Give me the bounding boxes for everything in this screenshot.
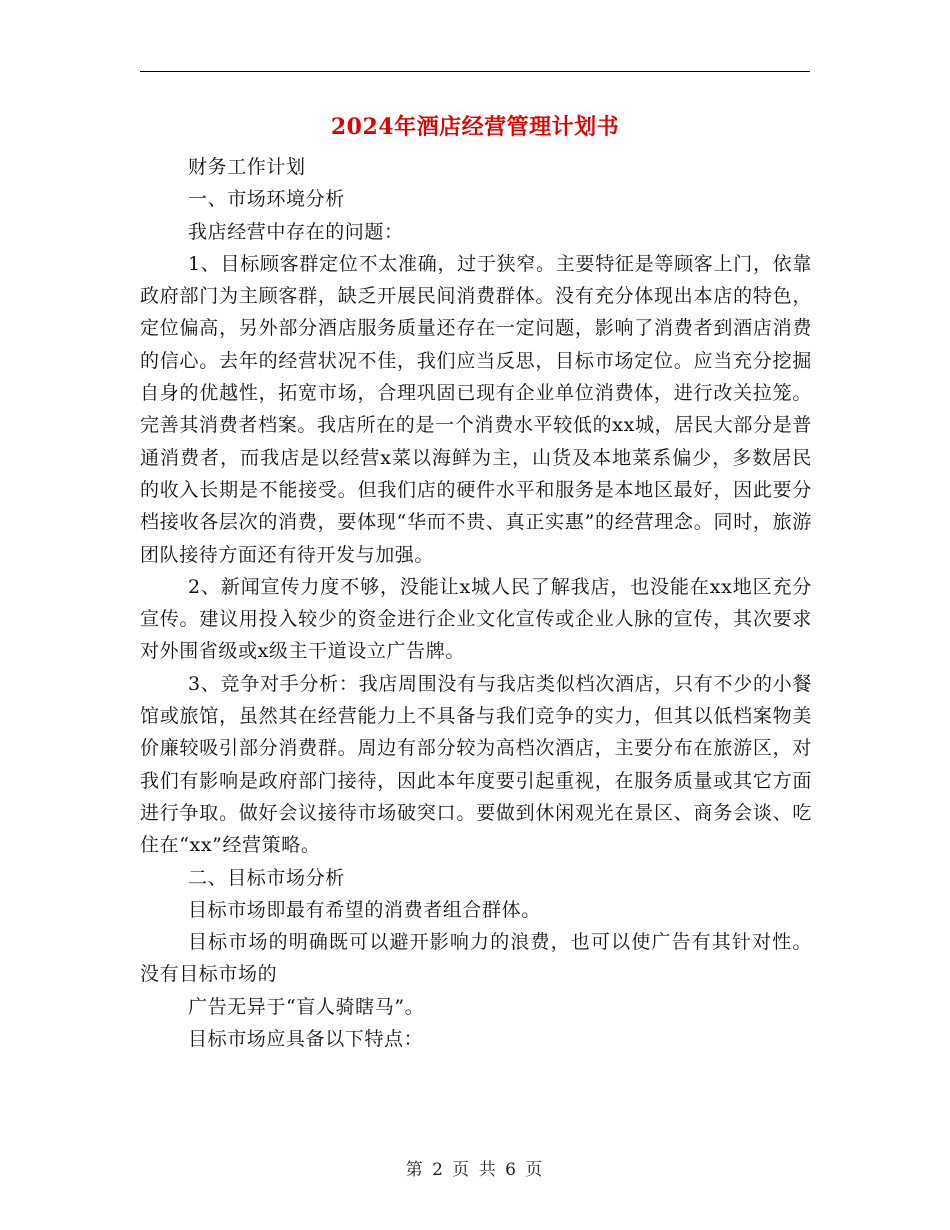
paragraph-target-features: 目标市场应具备以下特点： — [188, 1028, 424, 1051]
paragraph-finance-plan: 财务工作计划 — [188, 156, 306, 178]
header-rule — [140, 71, 810, 72]
paragraph-blind-horse: 广告无异于“盲人骑瞎马”。 — [188, 995, 425, 1018]
page-footer: 第 2 页 共 6 页 — [405, 1160, 545, 1180]
paragraph-problems-intro: 我店经营中存在的问题： — [188, 220, 404, 243]
paragraph-problem-1: 1、目标顾客群定位不太准确，过于狭窄。主要特征是等顾客上门，依靠政府部门为主顾客群，缺乏开展民间消费群体。没有充分体现出本店的特色，定位偏高，另外部分酒店服务质量还存在一定问题，影响了消费者到酒店消费的信心。去年的经营状况不佳，我们应当反思，目标市场定位。应当充分挖掘自身的优越性，拓宽市场，合理巩固已现有企业单位消费体，进行改关拉笼。完善其消费者档案。我店所在的是一个消费水平较低的xx城，居民大部分是普通消费者，而我店是以经营x菜以海鲜为主，山货及本地菜系偏少，多数居民的收入长期是不能接受。但我们店的硬件水平和服务是本地区最好，因此要分档接收各层次的消费，要体现“华而不贵、真正实惠”的经营理念。同时，旅游团队接待方面还有待开发与加强。 — [140, 252, 812, 566]
heading-target-market: 二、目标市场分析 — [188, 866, 345, 889]
paragraph-target-definition: 目标市场即最有希望的消费者组合群体。 — [188, 898, 541, 921]
paragraph-problem-3: 3、竞争对手分析：我店周围没有与我店类似档次酒店，只有不少的小餐馆或旅馆，虽然其在经营能力上不具备与我们竞争的实力，但其以低档案物美价廉较吸引部分消费群。周边有部分较为高档次酒店，主要分布在旅游区，对我们有影响是政府部门接待，因此本年度要引起重视，在服务质量或其它方面进行争取。做好会议接待市场破突口。要做到休闲观光在景区、商务会谈、吃住在“xx”经营策略。 — [140, 672, 812, 857]
document-body — [140, 151, 812, 1055]
paragraph-problem-2: 2、新闻宣传力度不够，没能让x城人民了解我店，也没能在xx地区充分宣传。建议用投入较少的资金进行企业文化宣传或企业人脉的宣传，其次要求对外围省级或x级主干道设立广告牌。 — [140, 575, 812, 663]
document-title: 2024年酒店经营管理计划书 — [330, 114, 620, 140]
heading-market-environment: 一、市场环境分析 — [188, 188, 345, 211]
paragraph-target-purpose: 目标市场的明确既可以避开影响力的浪费，也可以使广告有其针对性。没有目标市场的 — [140, 931, 812, 986]
